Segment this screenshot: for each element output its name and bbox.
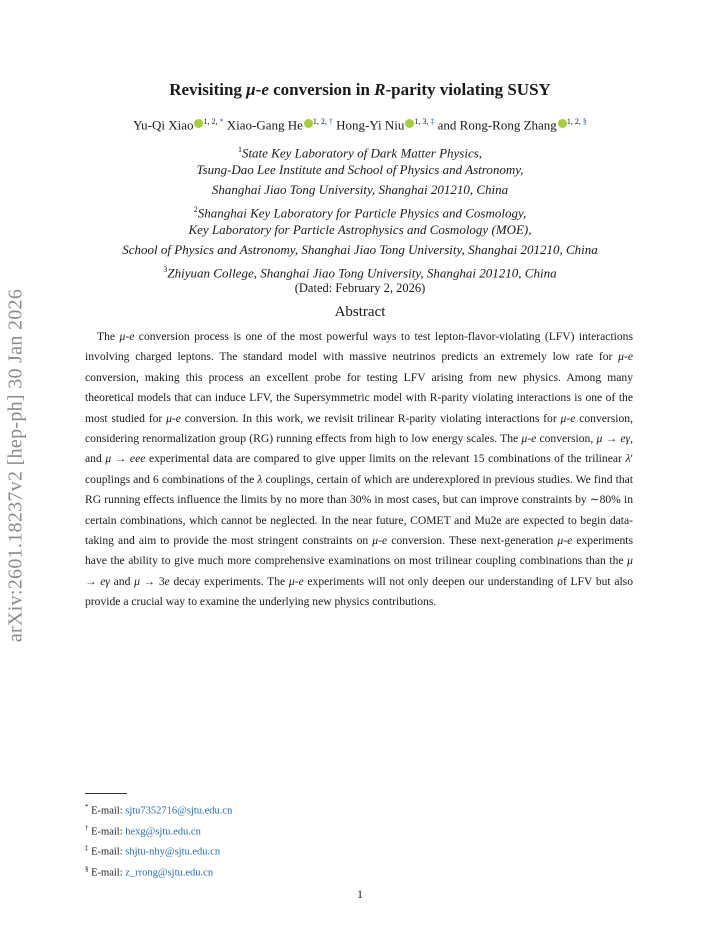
footnote-link[interactable]: § [582, 117, 587, 126]
author-affil-sup: 1, 2, * [203, 117, 224, 126]
email-link[interactable]: shjtu-nhy@sjtu.edu.cn [125, 846, 221, 858]
footnote-link[interactable]: * [219, 117, 224, 126]
email-link[interactable]: hexg@sjtu.edu.cn [125, 826, 201, 838]
footnote-rule [85, 793, 127, 794]
author-affil-sup: 1, 2, † [312, 117, 333, 126]
footnote-link[interactable]: ‡ [430, 117, 435, 126]
orcid-icon[interactable] [558, 119, 567, 128]
abstract-text: The μ-e conversion process is one of the most powerful ways to test lepton-flavor-violating (LFV) interactions involving charged leptons. The standard model with massive neutrinos predicts an extremely low rate for μ-e conversion, making this process an excellent probe for testing LFV arising from new physics. Among many theoretical models that can induce LFV, the Supersymmetric model with R-parity violating interactions is one of the most studied for μ-e conversion. In this work, we revisit trilinear R-parity violating interactions for μ-e conversion, considering renormalization group (RG) running effects from high to low energy scales. The μ-e conversion, μ → eγ, and μ → eee experimental data are compared to give upper limits on the relevant 15 combinations of the trilinear λ′ couplings and 6 combinations of the λ couplings, certain of which are underexplored in previous studies. We find that RG running effects influence the limits by no more than 30% in most cases, but can improve constraints by ∼80% in certain combinations, which cannot be neglected. In the near future, COMET and Mu2e are expected to begin data-taking and aim to provide the most stringent constraints on μ-e conversion. These next-generation μ-e experiments have the ability to give much more comprehensive examinations on most trilinear coupling combinations than the μ → eγ and μ → 3e decay experiments. The μ-e experiments will not only deepen our understanding of LFV but also provide a crucial way to examine the underlying new physics contributions. [85, 330, 634, 609]
dated-line: (Dated: February 2, 2026) [294, 281, 426, 295]
author-list: Yu-Qi Xiao $^{1, 2, *}$ Xiao-Gang He $^{1, 2, \dagger}$ Hong-Yi Niu $^{1, 3, \ddagger}$ and Rong-Rong Zhang $^{1, 2, \S}$ [133, 117, 587, 133]
affiliation-line: School of Physics and Astronomy, Shanghai Jiao Tong University, Shanghai 201210, China [122, 242, 598, 257]
affiliation-line: Shanghai Jiao Tong University, Shanghai 201210, China [211, 182, 509, 197]
author-name: Rong-Rong Zhang [459, 117, 557, 133]
page-number: 1 [357, 887, 363, 901]
author-name: Yu-Qi Xiao [133, 117, 194, 133]
footnote-item: § E-mail: z_rrong@sjtu.edu.cn [85, 865, 214, 879]
paper-title: Revisiting μ-e conversion in R-parity violating SUSY [169, 80, 551, 99]
footnotes [85, 799, 232, 882]
affiliation-line: Key Laboratory for Particle Astrophysics and Cosmology (MOE), [188, 222, 532, 237]
footnote-item: * E-mail: sjtu7352716@sjtu.edu.cn [85, 803, 233, 817]
footnote-item: ‡ E-mail: shjtu-nhy@sjtu.edu.cn [85, 844, 221, 858]
footnote-link[interactable]: † [328, 117, 333, 126]
email-link[interactable]: sjtu7352716@sjtu.edu.cn [125, 805, 233, 817]
abstract-heading: Abstract [334, 304, 386, 320]
affiliation-line: Tsung-Dao Lee Institute and School of Physics and Astronomy, [196, 162, 524, 177]
author-affil-sup: 1, 2, § [566, 117, 587, 126]
orcid-icon[interactable] [304, 119, 313, 128]
affiliation-line: $^1$State Key Laboratory of Dark Matter Physics, [237, 145, 483, 161]
footnote-item: † E-mail: hexg@sjtu.edu.cn [85, 823, 201, 838]
affiliation-line: $^2$Shanghai Key Laboratory for Particle Physics and Cosmology, [193, 205, 527, 221]
affiliation-line: $^3$Zhiyuan College, Shanghai Jiao Tong University, Shanghai 201210, China [163, 265, 557, 281]
author-affil-sup: 1, 3, ‡ [414, 117, 435, 126]
arxiv-identifier: arXiv:2601.18237v2 [hep-ph] 30 Jan 2026 [4, 288, 27, 643]
author-name: Xiao-Gang He [226, 117, 303, 133]
abstract-body [85, 327, 633, 613]
email-link[interactable]: z_rrong@sjtu.edu.cn [125, 867, 214, 879]
author-name: Hong-Yi Niu [336, 117, 405, 133]
